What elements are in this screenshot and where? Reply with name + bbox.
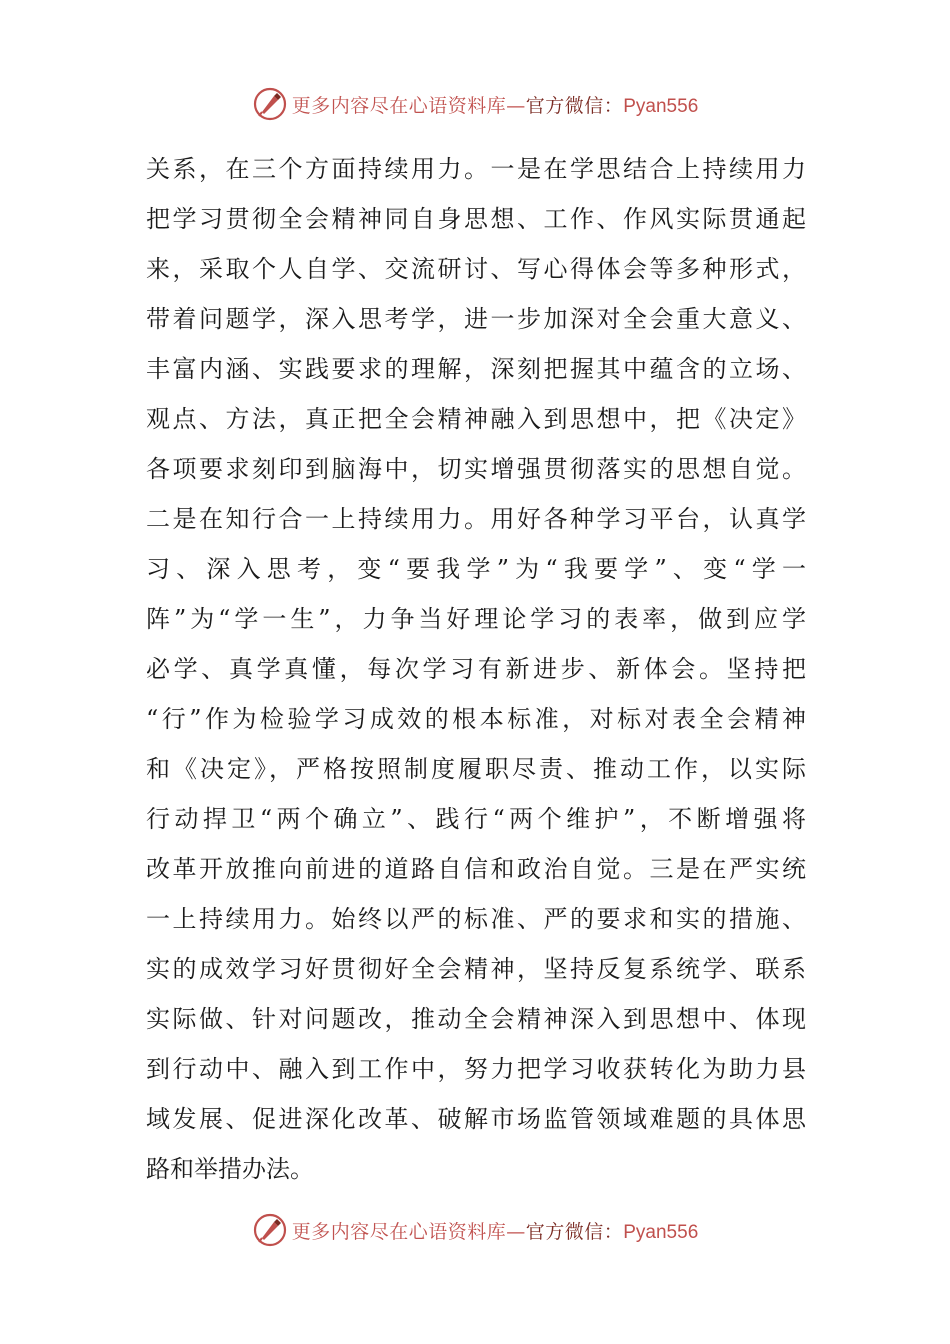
body-line: 阵”为“学一生”，力争当好理论学习的表率，做到应学 xyxy=(146,605,806,633)
body-line: 和《决定》，严格按照制度履职尽责、推动工作，以实际 xyxy=(146,755,806,783)
body-line: 丰富内涵、实践要求的理解，深刻把握其中蕴含的立场、 xyxy=(146,355,806,383)
banner-promo-text: 更多内容尽在心语资料库 xyxy=(291,94,507,117)
body-line: 各项要求刻印到脑海中，切实增强贯彻落实的思想自觉。 xyxy=(146,455,806,483)
body-line: 到行动中、融入到工作中，努力把学习收获转化为助力县 xyxy=(146,1055,806,1083)
body-line: 必学、真学真懂，每次学习有新进步、新体会。坚持把 xyxy=(146,655,806,683)
pen-nib-logo-icon xyxy=(252,86,288,122)
body-line: “行”作为检验学习成效的根本标准，对标对表全会精神 xyxy=(146,705,806,733)
body-line: 改革开放推向前进的道路自信和政治自觉。三是在严实统 xyxy=(146,855,806,883)
banner-text xyxy=(292,1217,699,1244)
banner-wechat-label: 官方微信： xyxy=(525,1220,624,1243)
footer-banner xyxy=(0,1212,950,1248)
body-line: 行动捍卫“两个确立”、践行“两个维护”，不断增强将 xyxy=(146,805,806,833)
banner-dash: — xyxy=(506,1220,526,1243)
header-banner xyxy=(0,86,950,122)
body-line: 关系，在三个方面持续用力。一是在学思结合上持续用力 xyxy=(146,155,806,183)
body-line: 观点、方法，真正把全会精神融入到思想中，把《决定》 xyxy=(146,405,806,433)
body-line: 二是在知行合一上持续用力。用好各种学习平台，认真学 xyxy=(146,505,806,533)
body-line-last: 路和举措办法。 xyxy=(146,1155,314,1183)
body-line: 实的成效学习好贯彻好全会精神，坚持反复系统学、联系 xyxy=(146,955,806,983)
body-line: 域发展、促进深化改革、破解市场监管领域难题的具体思 xyxy=(146,1105,806,1133)
banner-dash: — xyxy=(506,94,526,117)
banner-text xyxy=(292,91,699,118)
body-line: 一上持续用力。始终以严的标准、严的要求和实的措施、 xyxy=(146,905,806,933)
document-body xyxy=(146,144,806,1194)
pen-nib-logo-icon xyxy=(252,1212,288,1248)
banner-wechat-handle: Pyan556 xyxy=(623,95,699,117)
body-line: 把学习贯彻全会精神同自身思想、工作、作风实际贯通起 xyxy=(146,205,806,233)
body-line: 来，采取个人自学、交流研讨、写心得体会等多种形式， xyxy=(146,255,806,283)
body-line: 实际做、针对问题改，推动全会精神深入到思想中、体现 xyxy=(146,1005,806,1033)
banner-wechat-handle: Pyan556 xyxy=(623,1221,699,1243)
body-line: 习、深入思考，变“要我学”为“我要学”、变“学一 xyxy=(146,555,806,583)
banner-promo-text: 更多内容尽在心语资料库 xyxy=(291,1220,507,1243)
body-line: 带着问题学，深入思考学，进一步加深对全会重大意义、 xyxy=(146,305,806,333)
banner-wechat-label: 官方微信： xyxy=(525,94,624,117)
